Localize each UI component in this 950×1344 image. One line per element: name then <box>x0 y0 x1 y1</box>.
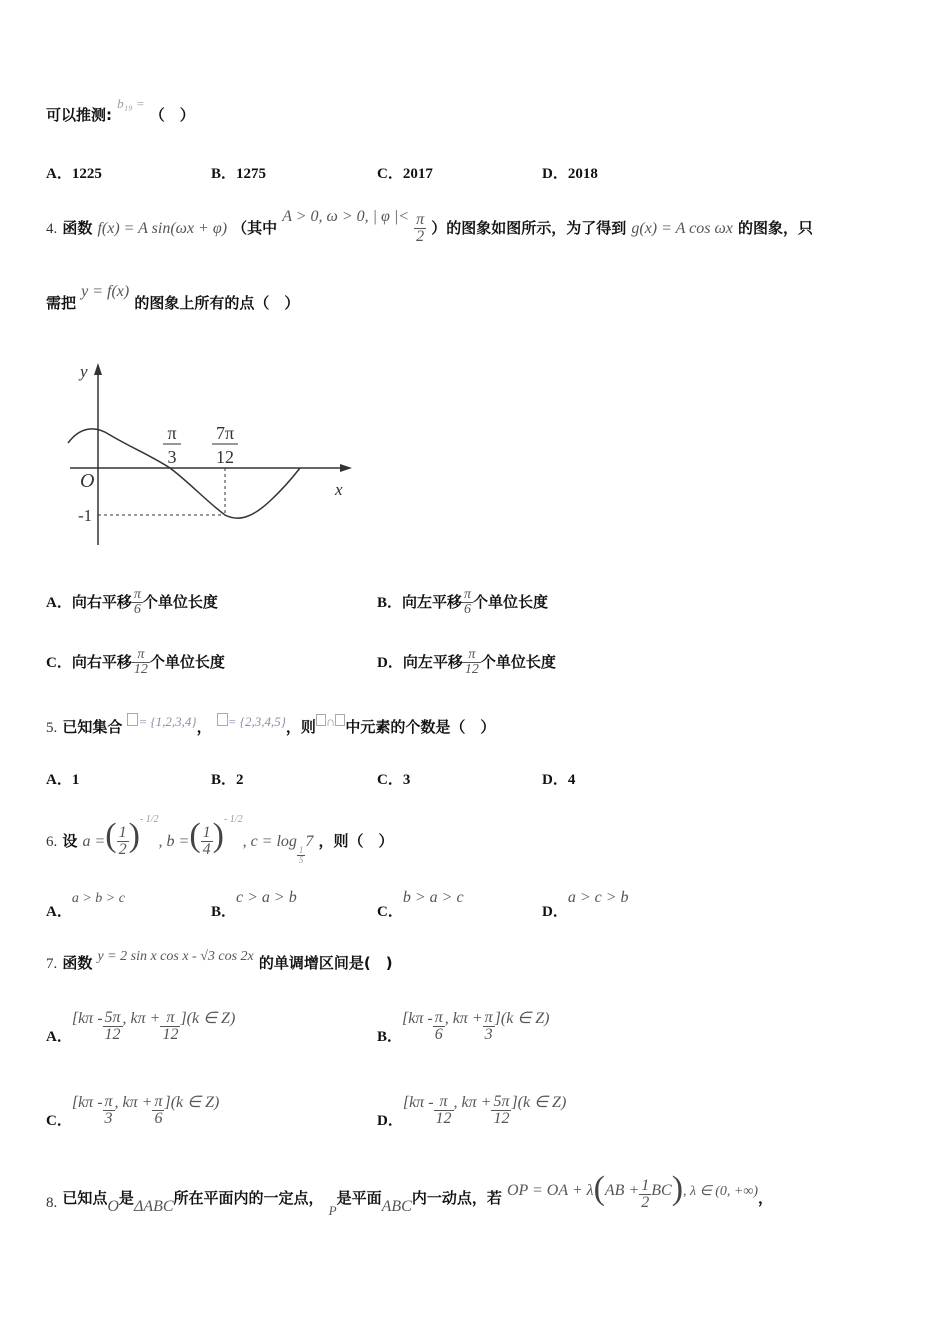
q7-option-c[interactable]: C．[kπ - $\frac{\pi}{3}$ , kπ + $\frac{\pi}{6}$ ](k ∈ Z) <box>46 1093 220 1129</box>
origin-label: O <box>80 470 95 492</box>
q8-vector-eq: OP = OA + λ <box>506 1182 594 1199</box>
q4-stem-line2: 需把 y = f(x) 的图象上所有的点（ ） <box>46 283 300 312</box>
q4-option-a[interactable]: A．向右平移 $\frac{\pi}{6}$ 个单位长度 <box>46 587 218 617</box>
q4-pi-over-2: $\frac{\pi}{2}$ <box>416 211 425 245</box>
q4-option-c[interactable]: C．向右平移 $\frac{\pi}{12}$ 个单位长度 <box>46 647 225 677</box>
q4-option-d[interactable]: D．向左平移 $\frac{\pi}{12}$ 个单位长度 <box>377 647 556 677</box>
y-label: y <box>80 362 88 381</box>
q6-option-a[interactable]: A．a > b > c <box>46 891 125 920</box>
sine-graph <box>60 355 360 555</box>
q6-b-eq: , b = <box>158 833 190 850</box>
q7-stem: 7. 函数 y = 2 sin x cos x - √3 cos 2x 的单调增区间是( ) <box>46 949 393 972</box>
set-b-placeholder-icon <box>217 713 228 726</box>
q5-option-c[interactable]: C．3 <box>377 772 411 788</box>
q4-number: 4. <box>46 221 58 237</box>
tick2-den: 12 <box>216 447 234 467</box>
q6-c-eq: , c = log <box>242 833 297 850</box>
q6-option-c[interactable]: C．b > a > c <box>377 889 464 920</box>
tick2-num: 7π <box>215 423 235 443</box>
q7-option-b[interactable]: B．[kπ - $\frac{\pi}{6}$ , kπ + $\frac{\pi}{3}$ ](k ∈ Z) <box>377 1009 550 1045</box>
q3-tail <box>46 96 195 125</box>
q7-option-d[interactable]: D．[kπ - $\frac{\pi}{12}$ , kπ + $\frac{5\pi}{12}$ ](k ∈ Z) <box>377 1093 567 1129</box>
set-a-ref-icon <box>316 714 326 726</box>
q6-stem: 6. 设 a =( $\frac{1}{2}$ )$^{- 1/2}$, b =( $\frac{1}{4}$ )$^{- 1/2}$, c = log $\frac{1}{5}$ 7 ，则（ ） <box>46 814 394 865</box>
tick1-num: π <box>167 423 177 443</box>
q6-a-eq: a = <box>82 833 106 850</box>
q3-option-b[interactable]: B．1275 <box>211 166 267 182</box>
minus-one-label: -1 <box>78 506 93 525</box>
q4-fx: f(x) = A sin(ωx + φ) <box>97 220 228 237</box>
q4-option-b[interactable]: B．向左平移 $\frac{\pi}{6}$ 个单位长度 <box>377 587 549 617</box>
set-b: = {2,3,4,5} <box>227 714 286 729</box>
tick1-den: 3 <box>167 447 177 467</box>
y-axis-arrow <box>94 363 102 375</box>
q6-option-b[interactable]: B．c > a > b <box>211 889 297 920</box>
q4-stem: 4. 函数 f(x) = A sin(ωx + φ) （其中 A > 0, ω > 0, | φ |< $\frac{\pi}{2}$ ）的图象如图所示，为了得到 g(x) = A cos ωx 的图象，只 <box>46 208 813 245</box>
q4-gx: g(x) = A cos ωx <box>631 220 733 237</box>
q7-option-a[interactable]: A．[kπ - $\frac{5\pi}{12}$ , kπ + $\frac{\pi}{12}$ ](k ∈ Z) <box>46 1009 236 1045</box>
sine-curve <box>68 429 300 518</box>
q3-tail-paren: （ ） <box>149 106 195 124</box>
q4-condition: A > 0, ω > 0, | φ |< <box>282 208 410 225</box>
q5-option-d[interactable]: D．4 <box>542 772 576 788</box>
q5-option-a[interactable]: A．1 <box>46 772 80 788</box>
q3-option-c[interactable]: C．2017 <box>377 166 433 182</box>
q3-option-d[interactable]: D．2018 <box>542 166 598 182</box>
q3-tail-text: 可以推测: <box>46 106 112 124</box>
set-a-placeholder-icon <box>127 713 138 726</box>
q5-stem: 5. 已知集合 $^{= \{1,2,3,4\}}$， $^{= \{2,3,4,5\}}$，则 ∩ 中元素的个数是（ ） <box>46 714 496 736</box>
q7-expr: y = 2 sin x cos x - √3 cos 2x <box>97 949 254 964</box>
q5-option-b[interactable]: B．2 <box>211 772 244 788</box>
q4-yfx: y = f(x) <box>81 283 130 300</box>
set-a: = {1,2,3,4} <box>138 714 197 729</box>
q3-tail-expr: b₁₉ = <box>117 96 145 111</box>
q6-option-d[interactable]: D．a > c > b <box>542 889 629 920</box>
set-b-ref-icon <box>335 714 345 726</box>
q3-option-a[interactable]: A．1225 <box>46 166 102 182</box>
x-axis-arrow <box>340 464 352 472</box>
q8-stem: 8. 已知点O是ΔABC所在平面内的一定点， $_P$是平面ABC内一动点，若 OP = OA + λ(AB + $\frac{1}{2}$ BC), λ ∈ (0, +∞)， <box>46 1170 774 1218</box>
x-label: x <box>335 480 343 499</box>
